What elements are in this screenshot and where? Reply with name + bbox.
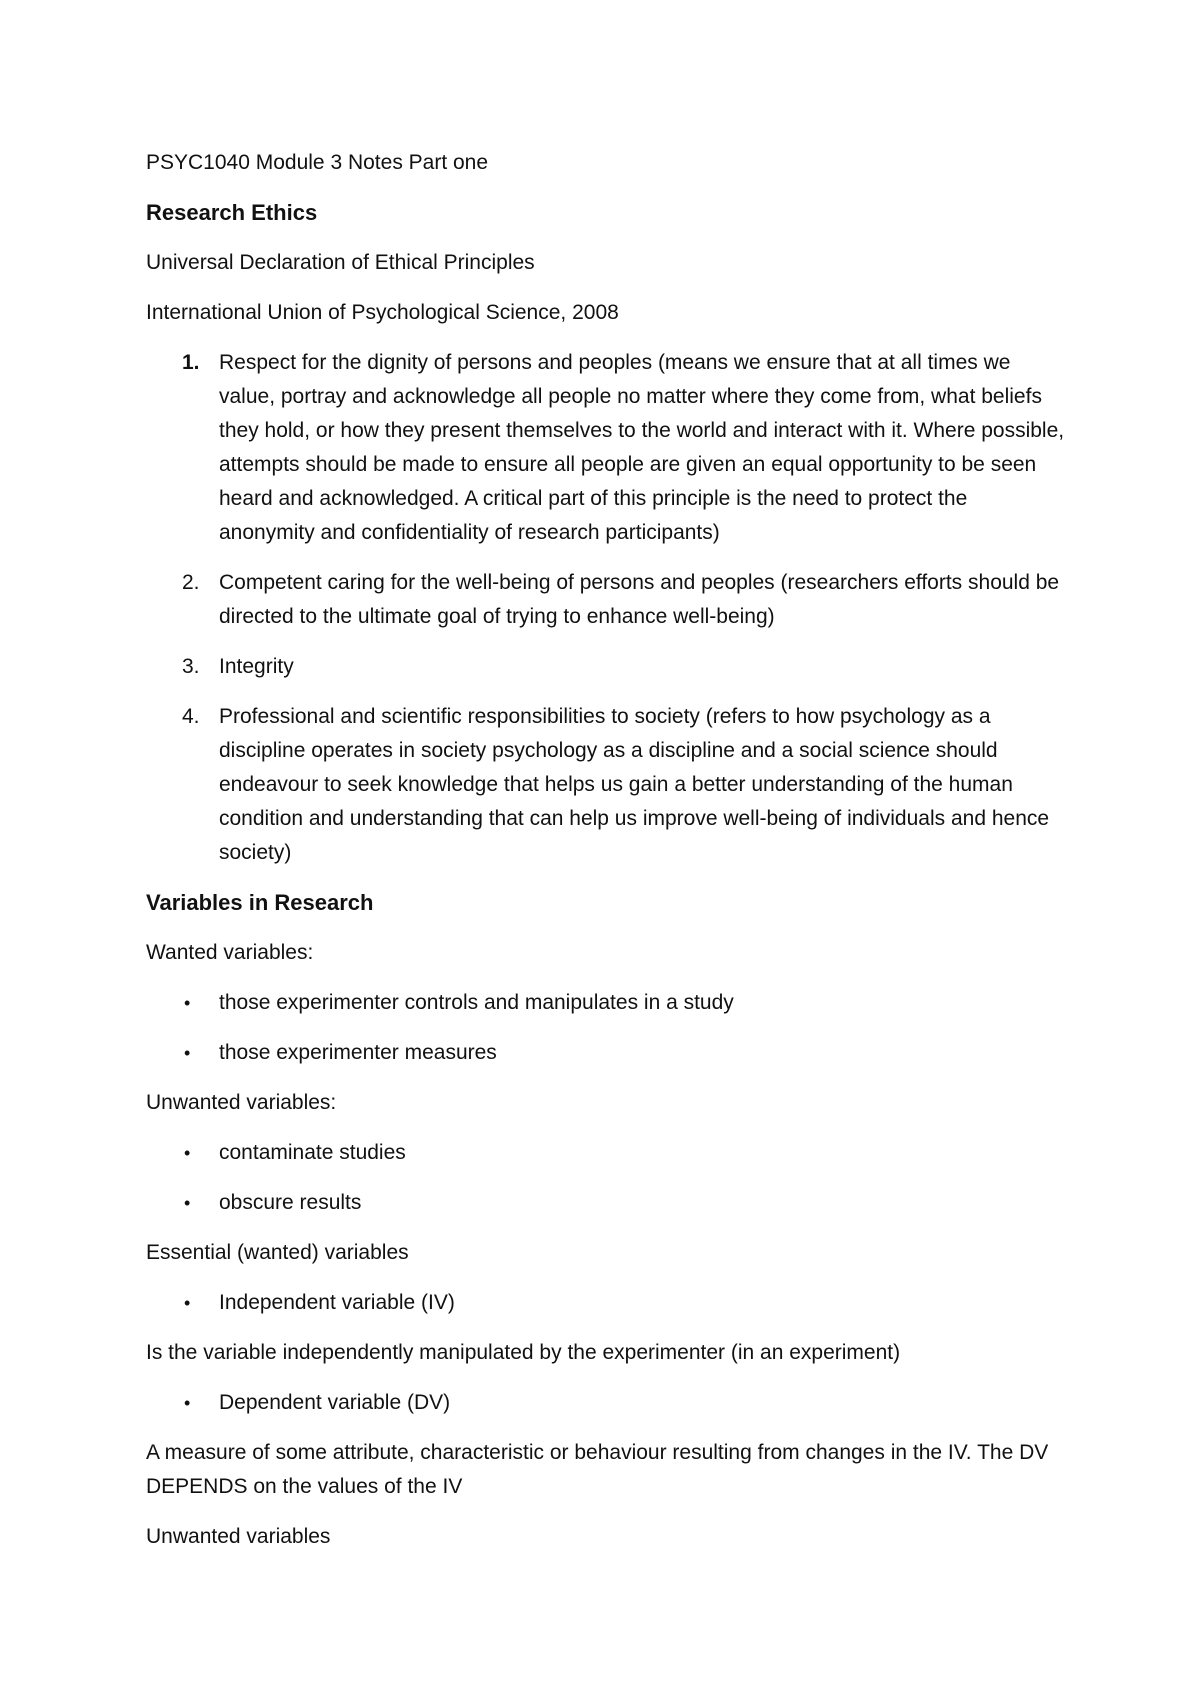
- bullet-icon: •: [184, 993, 191, 1013]
- ethics-principles-list: [146, 346, 1066, 870]
- list-item-text: Dependent variable (DV): [219, 1391, 451, 1414]
- list-item-text: those experimenter controls and manipulates in a study: [219, 991, 734, 1014]
- bullet-icon: •: [184, 1143, 191, 1163]
- list-item: [146, 700, 1066, 870]
- list-item-text: those experimenter measures: [219, 1041, 497, 1064]
- list-number: 4.: [182, 705, 200, 728]
- dv-list: [146, 1386, 1066, 1420]
- list-item-text: Competent caring for the well-being of persons and peoples (researchers efforts should be directed to the ultimate goal of trying to enhance well-being): [219, 571, 1060, 628]
- list-item: [146, 1386, 1066, 1420]
- list-item: [146, 1036, 1066, 1070]
- paragraph-unwanted-variables-2: Unwanted variables: [146, 1525, 331, 1548]
- bullet-icon: •: [184, 1393, 191, 1413]
- list-item-text: Integrity: [219, 655, 294, 678]
- list-item-text: Respect for the dignity of persons and peoples (means we ensure that at all times we value, portray and acknowledge all people no matter where they come from, what beliefs they hold, or how they present themselves to the world and interact with it. Where possible, attempts should be made to ensure all people are given an equal opportunity to be seen heard and acknowledged. A critical part of this principle is the need to protect the anonymity and confidentiality of research participants): [219, 351, 1065, 544]
- bullet-icon: •: [184, 1293, 191, 1313]
- wanted-variables-list: [146, 986, 1066, 1070]
- list-number: 3.: [182, 655, 200, 678]
- list-number: 2.: [182, 571, 200, 594]
- unwanted-variables-list: [146, 1136, 1066, 1220]
- paragraph-union: International Union of Psychological Science, 2008: [146, 301, 619, 324]
- bullet-icon: •: [184, 1193, 191, 1213]
- list-item: [146, 986, 1066, 1020]
- document-page: [146, 146, 1066, 1570]
- iv-list: [146, 1286, 1066, 1320]
- heading-variables-in-research: Variables in Research: [146, 890, 374, 915]
- paragraph-unwanted-variables: Unwanted variables:: [146, 1091, 337, 1114]
- list-item: [146, 1136, 1066, 1170]
- paragraph-dv-description: A measure of some attribute, characteristic or behaviour resulting from changes in the IV. The DV DEPENDS on the values of the IV: [146, 1441, 1049, 1498]
- paragraph-iv-description: Is the variable independently manipulated by the experimenter (in an experiment): [146, 1341, 901, 1364]
- list-item: [146, 346, 1066, 550]
- list-item: [146, 650, 1066, 684]
- list-item: [146, 1286, 1066, 1320]
- list-item-text: obscure results: [219, 1191, 362, 1214]
- list-item: [146, 566, 1066, 634]
- list-item-text: contaminate studies: [219, 1141, 406, 1164]
- list-number: 1.: [182, 351, 200, 374]
- paragraph-declaration: Universal Declaration of Ethical Principles: [146, 251, 535, 274]
- list-item: [146, 1186, 1066, 1220]
- paragraph-wanted-variables: Wanted variables:: [146, 941, 314, 964]
- paragraph-essential-variables: Essential (wanted) variables: [146, 1241, 409, 1264]
- bullet-icon: •: [184, 1043, 191, 1063]
- list-item-text: Independent variable (IV): [219, 1291, 455, 1314]
- heading-research-ethics: Research Ethics: [146, 200, 318, 225]
- document-title: PSYC1040 Module 3 Notes Part one: [146, 151, 489, 174]
- list-item-text: Professional and scientific responsibilities to society (refers to how psychology as a discipline operates in society psychology as a discipline and a social science should endeavour to seek knowledge that helps us gain a better understanding of the human condition and understanding that can help us improve well-being of individuals and hence society): [219, 705, 1050, 864]
